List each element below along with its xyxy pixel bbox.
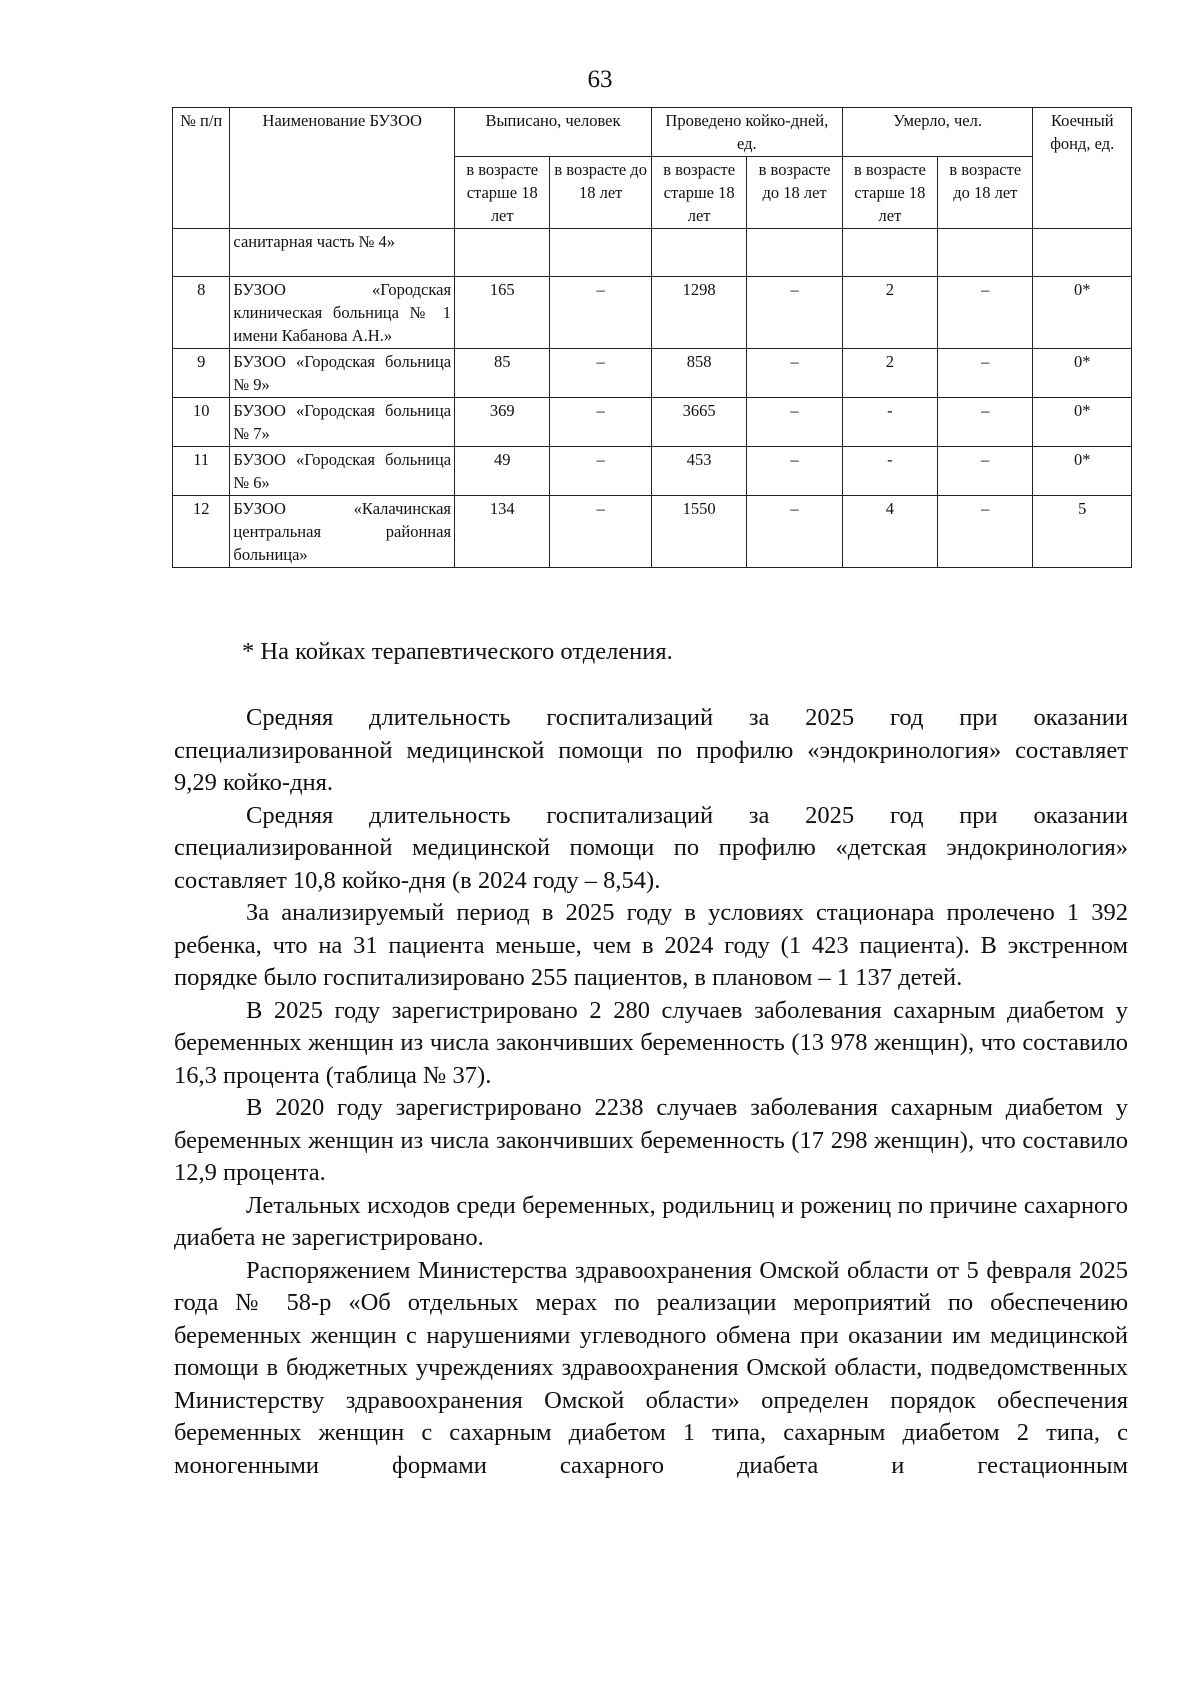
hospital-statistics-table — [172, 107, 1132, 568]
subheader-bed-days-over18: в возрасте старше 18 лет — [651, 157, 746, 229]
cell-bed-days-under18: – — [747, 349, 842, 398]
cell-name: санитарная часть № 4» — [230, 229, 455, 277]
paragraph: Распоряжением Министерства здравоохранения Омской области от 5 февраля 2025 года № 58-р «Об отдельных мерах по реализации мероприятий по обеспечению беременных женщин с нарушениями углеводного обмена при оказании им медицинской помощи в бюджетных учреждениях здравоохранения Омской области, подведомственных Министерству здравоохранения Омской области» определен порядок обеспечения беременных женщин с сахарным диабетом 1 типа, сахарным диабетом 2 типа, с моногенными формами сахарного диабета и гестационным — [174, 1256, 1128, 1479]
paragraph: В 2020 году зарегистрировано 2238 случаев заболевания сахарным диабетом у беременных женщин из числа закончивших беременность (17 298 женщин), что составило 12,9 процента. — [174, 1094, 1128, 1186]
cell-name: БУЗОО «Городская больница № 7» — [230, 398, 455, 447]
cell-bed-days-over18: 3665 — [651, 398, 746, 447]
paragraph: Летальных исходов среди беременных, родильниц и рожениц по причине сахарного диабета не зарегистрировано. — [174, 1191, 1128, 1251]
cell-num: 8 — [173, 277, 230, 349]
cell-discharged-under18: – — [550, 277, 652, 349]
cell-bed-days-over18: 1298 — [651, 277, 746, 349]
header-num: № п/п — [173, 108, 230, 229]
header-bed-fund: Коечный фонд, ед. — [1033, 108, 1132, 229]
body-text — [174, 702, 1128, 1482]
cell-died-over18: 2 — [842, 277, 937, 349]
cell-bed-fund: 0* — [1033, 398, 1132, 447]
cell-bed-fund: 5 — [1033, 496, 1132, 568]
cell-bed-days-under18: – — [747, 447, 842, 496]
subheader-died-under18: в возрасте до 18 лет — [938, 157, 1033, 229]
cell-died-over18: 4 — [842, 496, 937, 568]
cell-num — [173, 229, 230, 277]
table-row-continued — [173, 229, 1132, 277]
table-footnote: * На койках терапевтического отделения. — [242, 638, 673, 665]
paragraph: Средняя длительность госпитализаций за 2025 год при оказании специализированной медицинской помощи по профилю «эндокринология» составляет 9,29 койко-дня. — [174, 704, 1128, 796]
cell-name: БУЗОО «Калачинская центральная районная больница» — [230, 496, 455, 568]
paragraph: За анализируемый период в 2025 году в условиях стационара пролечено 1 392 ребенка, что на 31 пациента меньше, чем в 2024 году (1 423 пациента). В экстренном порядке было госпитализировано 255 пациентов, в плановом – 1 137 детей. — [174, 899, 1128, 991]
header-bed-days: Проведено койко-дней, ед. — [651, 108, 842, 157]
cell-discharged-under18: – — [550, 447, 652, 496]
cell-discharged-over18: 49 — [455, 447, 550, 496]
cell-num: 9 — [173, 349, 230, 398]
cell-died-under18: – — [938, 447, 1033, 496]
subheader-bed-days-under18: в возрасте до 18 лет — [747, 157, 842, 229]
header-died: Умерло, чел. — [842, 108, 1033, 157]
cell-name: БУЗОО «Городская больница № 6» — [230, 447, 455, 496]
table-row — [173, 349, 1132, 398]
cell-discharged-under18: – — [550, 496, 652, 568]
cell-name: БУЗОО «Городская больница № 9» — [230, 349, 455, 398]
cell-discharged-over18: 369 — [455, 398, 550, 447]
cell-bed-days-under18: – — [747, 398, 842, 447]
header-discharged: Выписано, человек — [455, 108, 652, 157]
cell-died-under18: – — [938, 349, 1033, 398]
header-name: Наименование БУЗОО — [230, 108, 455, 229]
cell-died-under18: – — [938, 496, 1033, 568]
cell-bed-fund: 0* — [1033, 277, 1132, 349]
cell-bed-days-under18: – — [747, 277, 842, 349]
paragraph: Средняя длительность госпитализаций за 2025 год при оказании специализированной медицинской помощи по профилю «детская эндокринология» составляет 10,8 койко-дня (в 2024 году – 8,54). — [174, 801, 1128, 894]
cell-died-over18: - — [842, 447, 937, 496]
cell-discharged-over18: 85 — [455, 349, 550, 398]
cell-num: 11 — [173, 447, 230, 496]
cell-bed-days-over18: 858 — [651, 349, 746, 398]
cell-discharged-under18: – — [550, 398, 652, 447]
cell-discharged-over18: 165 — [455, 277, 550, 349]
cell-bed-fund: 0* — [1033, 447, 1132, 496]
cell-discharged-over18: 134 — [455, 496, 550, 568]
cell-num: 12 — [173, 496, 230, 568]
cell-bed-days-over18: 1550 — [651, 496, 746, 568]
table-row — [173, 496, 1132, 568]
subheader-discharged-under18: в возрасте до 18 лет — [550, 157, 652, 229]
cell-bed-fund: 0* — [1033, 349, 1132, 398]
cell-died-under18: – — [938, 277, 1033, 349]
subheader-died-over18: в возрасте старше 18 лет — [842, 157, 937, 229]
subheader-discharged-over18: в возрасте старше 18 лет — [455, 157, 550, 229]
table-row — [173, 398, 1132, 447]
table-row — [173, 447, 1132, 496]
page-number: 63 — [587, 66, 613, 93]
cell-bed-days-over18: 453 — [651, 447, 746, 496]
paragraph: В 2025 году зарегистрировано 2 280 случаев заболевания сахарным диабетом у беременных женщин из числа закончивших беременность (13 978 женщин), что составило 16,3 процента (таблица № 37). — [174, 996, 1128, 1089]
cell-name: БУЗОО «Городская клиническая больница № 1 имени Кабанова А.Н.» — [230, 277, 455, 349]
table-row — [173, 277, 1132, 349]
cell-bed-days-under18: – — [747, 496, 842, 568]
cell-died-over18: 2 — [842, 349, 937, 398]
cell-num: 10 — [173, 398, 230, 447]
cell-died-over18: - — [842, 398, 937, 447]
cell-discharged-under18: – — [550, 349, 652, 398]
cell-died-under18: – — [938, 398, 1033, 447]
